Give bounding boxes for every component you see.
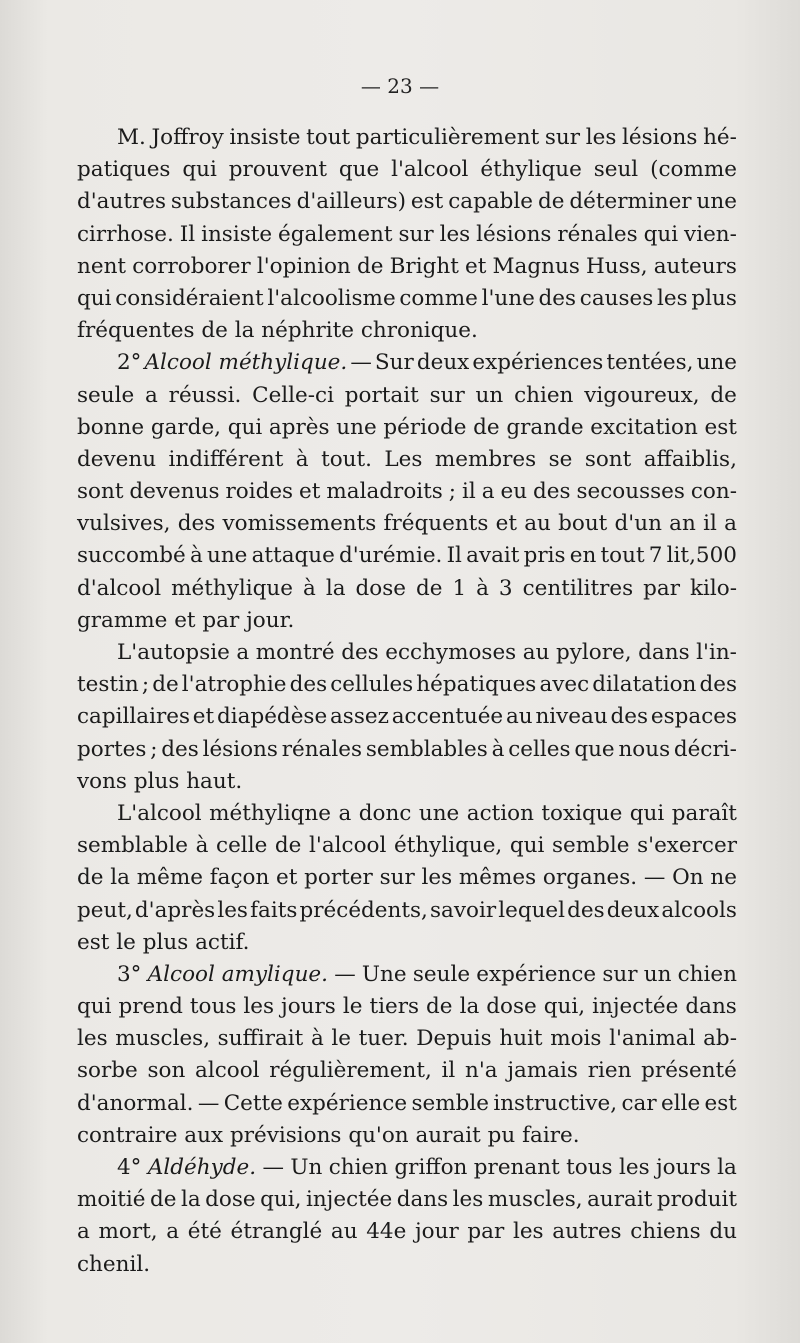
section-heading: Alcool amylique.	[147, 961, 328, 987]
text-line: patiques qui prouvent que l'alcool éthylique seul (comme	[77, 157, 737, 183]
page-number: — 23 —	[360, 74, 440, 98]
text-line: est le plus actif.	[77, 929, 250, 955]
text-line: L'alcool méthyliqne a donc une action toxique qui paraît	[117, 800, 737, 826]
text-line: sorbe son alcool régulièrement, il n'a jamais rien présenté	[77, 1058, 737, 1084]
text-line: chenil.	[77, 1251, 151, 1277]
text-line: sont devenus roides et maladroits ; il a eu des secousses con-	[77, 479, 737, 505]
text-line: 2° Alcool méthylique. — Sur deux expériences tentées, une	[77, 347, 737, 379]
text-line: gramme et par jour.	[77, 607, 295, 633]
text-line: de la même façon et porter sur les mêmes organes. — On ne	[77, 865, 737, 891]
text-line: testin ; de l'atrophie des cellules hépatiques avec dilatation des	[77, 672, 737, 698]
text-line: d'autres substances d'ailleurs) est capable de déterminer une	[77, 189, 737, 215]
section-number: 3°	[117, 961, 142, 987]
text-line: qui considéraient l'alcoolisme comme l'une des causes les plus	[77, 285, 737, 311]
text-line: 3° Alcool amylique. — Une seule expérience sur un chien	[77, 959, 737, 991]
section-number: 2°	[117, 350, 142, 376]
text-line: vulsives, des vomissements fréquents et au bout d'un an il a	[77, 511, 737, 537]
text-line: les muscles, suffirait à le tuer. Depuis huit mois l'animal ab-	[77, 1026, 737, 1052]
text-line: 4° Aldéhyde. — Un chien griffon prenant tous les jours la	[77, 1152, 737, 1184]
text-line: cirrhose. Il insiste également sur les lésions rénales qui vien-	[77, 221, 737, 247]
text-line: devenu indifférent à tout. Les membres se sont affaiblis,	[77, 446, 737, 472]
text-line: contraire aux prévisions qu'on aurait pu faire.	[77, 1122, 580, 1148]
text-line: seule a réussi. Celle-ci portait sur un chien vigoureux, de	[77, 382, 737, 408]
text-line: succombé à une attaque d'urémie. Il avait pris en tout 7 lit,500	[77, 543, 737, 569]
text-line: d'anormal. — Cette expérience semble instructive, car elle est	[77, 1090, 737, 1116]
text-line: moitié de la dose qui, injectée dans les muscles, aurait produit	[77, 1187, 737, 1213]
text-line: semblable à celle de l'alcool éthylique, qui semble s'exercer	[77, 833, 737, 859]
text-line: bonne garde, qui après une période de grande excitation est	[77, 414, 737, 440]
text-line: vons plus haut.	[77, 768, 243, 794]
text-line: capillaires et diapédèse assez accentuée au niveau des espaces	[77, 704, 737, 730]
text-line: fréquentes de la néphrite chronique.	[77, 318, 478, 344]
section-heading: Alcool méthylique.	[144, 350, 348, 376]
text-line: qui prend tous les jours le tiers de la dose qui, injectée dans	[77, 994, 737, 1020]
text-line: portes ; des lésions rénales semblables à celles que nous décri-	[77, 736, 737, 762]
section-number: 4°	[117, 1155, 142, 1180]
text-line: d'alcool méthylique à la dose de 1 à 3 centilitres par kilo-	[77, 575, 737, 601]
text-line: L'autopsie a montré des ecchymoses au pylore, dans l'in-	[117, 640, 737, 665]
text-line: a mort, a été étranglé au 44e jour par les autres chiens du	[77, 1219, 737, 1245]
body-text	[77, 122, 737, 1281]
text-line: M. Joffroy insiste tout particulièrement sur les lésions hé-	[117, 125, 737, 150]
section-heading: Aldéhyde.	[147, 1155, 257, 1180]
text-line: peut, d'après les faits précédents, savoir lequel des deux alcools	[77, 897, 737, 923]
text-line: nent corroborer l'opinion de Bright et Magnus Huss, auteurs	[77, 253, 737, 279]
